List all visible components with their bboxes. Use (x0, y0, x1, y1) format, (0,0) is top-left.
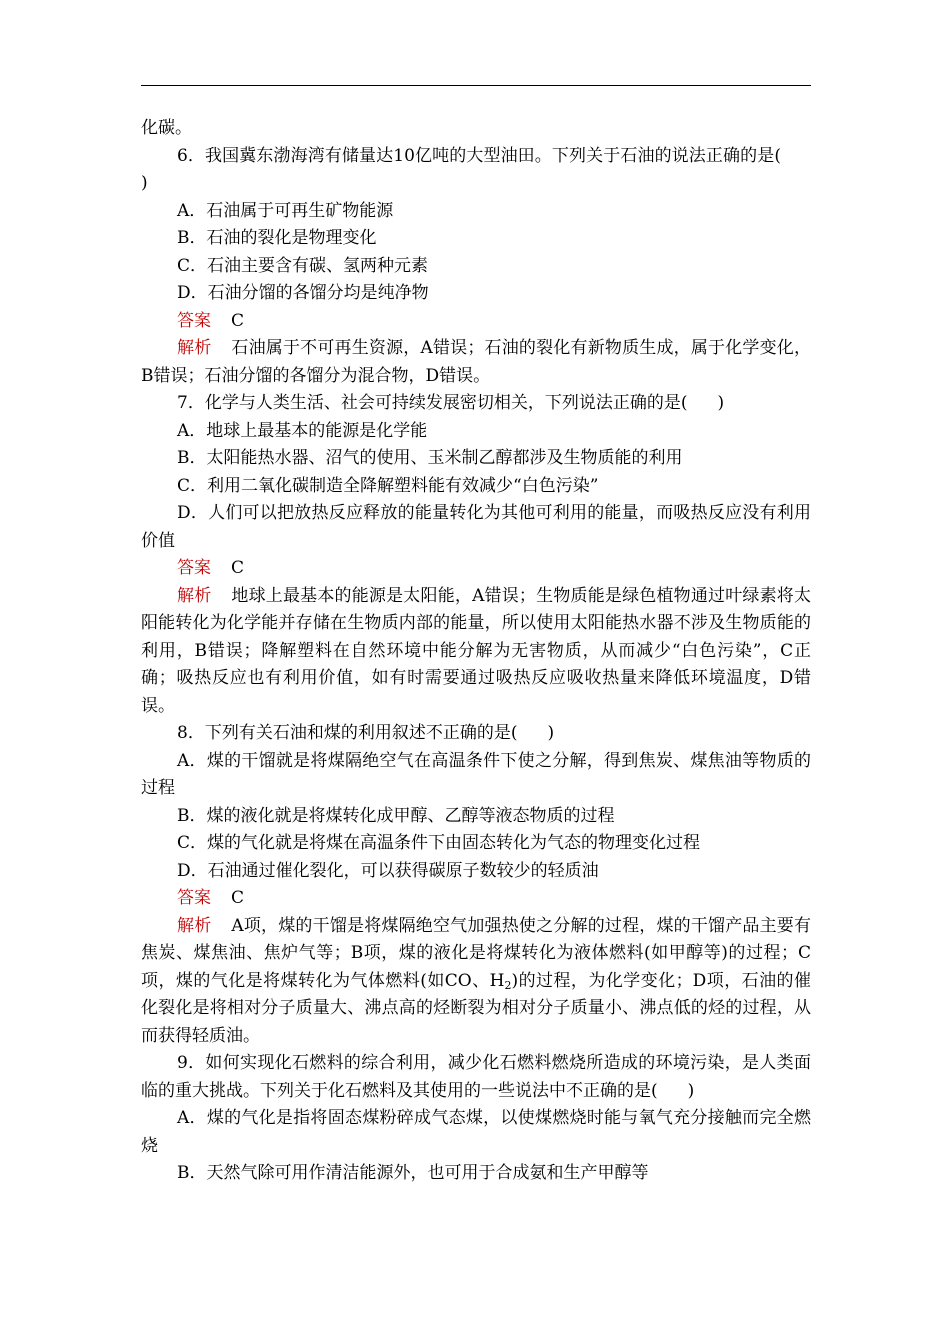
question-8-option-a: A．煤的干馏就是将煤隔绝空气在高温条件下使之分解，得到焦炭、煤焦油等物质的过程 (141, 750, 811, 798)
question-8-option-d: D．石油通过催化裂化，可以获得碳原子数较少的轻质油 (177, 860, 599, 881)
question-7-stem: 7．化学与人类生活、社会可持续发展密切相关，下列说法正确的是( ) (177, 393, 725, 413)
question-9-option-a: A．煤的气化是指将固态煤粉碎成气态煤，以使煤燃烧时能与氧气充分接触而完全燃烧 (141, 1108, 811, 1156)
document-content (141, 115, 811, 1188)
question-7-option-d: D．人们可以把放热反应释放的能量转化为其他可利用的能量，而吸热反应没有利用价值 (141, 503, 811, 551)
question-9-option-b: B．天然气除可用作清洁能源外，也可用于合成氨和生产甲醇等 (177, 1163, 649, 1183)
header-rule (141, 85, 811, 86)
question-7-option-c: C．利用二氧化碳制造全降解塑料能有效减少“白色污染” (177, 475, 599, 496)
question-8-analysis: 解析 A项，煤的干馏是将煤隔绝空气加强热使之分解的过程，煤的干馏产品主要有焦炭、煤焦油、焦炉气等；B项，煤的液化是将煤转化为液体燃料(如甲醇等)的过程；C项，煤的气化是将煤转化为气体燃料(如CO、$H_2$)的过程，为化学变化；D项，石油的催化裂化是将相对分子质量大、沸点高的烃断裂为相对分子质量小、沸点低的烃的过程，从而获得轻质油。 (141, 915, 812, 1046)
analysis-label: 解析 (177, 338, 212, 358)
document-page (141, 0, 811, 1344)
question-8-stem: 8．下列有关石油和煤的利用叙述不正确的是( ) (177, 723, 555, 743)
question-6-analysis: 解析 石油属于不可再生资源，A错误；石油的裂化有新物质生成，属于化学变化，B错误；石油分馏的各馏分为混合物，D错误。 (141, 338, 812, 386)
question-6-option-a: A．石油属于可再生矿物能源 (177, 200, 394, 221)
question-7-analysis: 解析 地球上最基本的能源是太阳能，A错误；生物质能是绿色植物通过叶绿素将太阳能转化为化学能并存储在生物质内部的能量，所以使用太阳能热水器不涉及生物质能的利用，B错误；降解塑料在自然环境中能分解为无害物质，从而减少“白色污染”，C正确；吸热反应也有利用价值，如有时需要通过吸热反应吸收热量来降低环境温度，D错误。 (141, 585, 812, 716)
question-7-option-b: B．太阳能热水器、沼气的使用、玉米制乙醇都涉及生物质能的利用 (177, 448, 683, 468)
question-7-answer: 答案 C (177, 558, 245, 578)
question-6-stem: 6．我国冀东渤海湾有储量达10亿吨的大型油田。下列关于石油的说法正确的是() (141, 145, 781, 193)
continuation-text: 化碳。 (141, 118, 192, 138)
answer-label: 答案 (177, 558, 211, 578)
question-8-answer: 答案 C (177, 888, 245, 908)
question-6-option-d: D．石油分馏的各馏分均是纯净物 (177, 283, 429, 303)
question-9-stem: 9．如何实现化石燃料的综合利用，减少化石燃料燃烧所造成的环境污染，是人类面临的重大挑战。下列关于化石燃料及其使用的一些说法中不正确的是( ) (141, 1053, 811, 1101)
question-7-option-a: A．地球上最基本的能源是化学能 (177, 420, 428, 441)
answer-label: 答案 (177, 310, 211, 331)
analysis-label: 解析 (177, 585, 212, 606)
question-8-option-b: B．煤的液化就是将煤转化成甲醇、乙醇等液态物质的过程 (177, 805, 615, 826)
question-6-option-c: C．石油主要含有碳、氢两种元素 (177, 255, 429, 276)
analysis-label: 解析 (177, 915, 212, 936)
question-6-option-b: B．石油的裂化是物理变化 (177, 228, 377, 248)
question-8-option-c: C．煤的气化就是将煤在高温条件下由固态转化为气态的物理变化过程 (177, 833, 701, 853)
question-6-answer: 答案 C (177, 310, 245, 331)
answer-label: 答案 (177, 888, 211, 908)
